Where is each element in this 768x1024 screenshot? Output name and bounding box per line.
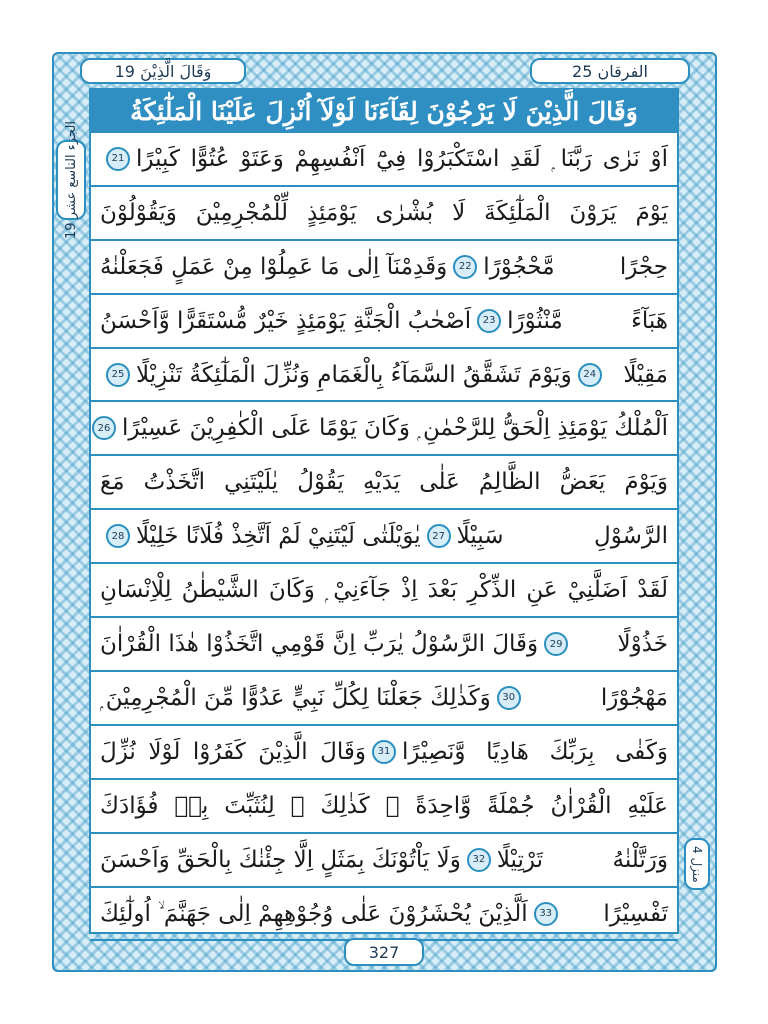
ayah-number-marker: 28 <box>106 524 130 548</box>
verse-text: يٰوَيْلَتٰى لَيْتَنِيْ لَمْ اَتَّخِذْ فُلَانًا خَلِيْلًا <box>136 523 421 550</box>
ayah-number-marker: 21 <box>106 147 130 171</box>
verse-text: خَذُوْلًا <box>617 631 668 658</box>
ayah-number-marker: 31 <box>372 740 396 764</box>
ayah-number-marker: 30 <box>497 686 521 710</box>
ayah-number-marker: 26 <box>92 416 116 440</box>
ayah-number-marker: 32 <box>467 848 491 872</box>
verse-line <box>90 888 678 942</box>
verse-line <box>90 618 678 672</box>
verse-text: وَرَتَّلْنٰهُ تَرْتِيْلًا <box>496 846 668 873</box>
verse-text: اَصْحٰبُ الْجَنَّةِ يَوْمَئِذٍ خَيْرٌ مُّسْتَقَرًّا وَّاَحْسَنُ <box>100 307 472 334</box>
verse-text: وَقَالَ الَّذِيْنَ كَفَرُوْا لَوْلَا نُزِّلَ <box>100 738 366 765</box>
verse-text: وَقَدِمْنَآ اِلٰى مَا عَمِلُوْا مِنْ عَمَلٍ فَجَعَلْنٰهُ <box>100 253 448 280</box>
verse-text: وَيَوْمَ يَعَضُّ الظَّالِمُ عَلٰى يَدَيْهِ يَقُوْلُ يٰلَيْتَنِي اتَّخَذْتُ مَعَ <box>100 469 668 496</box>
juz-side-text: الجزء التاسع عشر 19 <box>63 121 79 239</box>
ayah-number-marker: 23 <box>477 309 501 333</box>
verse-line <box>90 456 678 510</box>
juz-header <box>80 58 246 84</box>
manzil-side-label <box>684 838 710 890</box>
ayah-number-marker: 27 <box>427 524 451 548</box>
juz-side-label <box>56 121 86 239</box>
verse-line <box>90 672 678 726</box>
verse-text: الرَّسُوْلِ سَبِيْلًا <box>456 523 668 550</box>
verse-text: وَكَذٰلِكَ جَعَلْنَا لِكُلِّ نَبِيٍّ عَدُوًّا مِّنَ الْمُجْرِمِيْنَ ۭ <box>100 684 491 711</box>
highlighted-first-line <box>90 89 678 133</box>
verse-line <box>90 241 678 295</box>
verse-text: عَلَيْهِ الْقُرْاٰنُ جُمْلَةً وَّاحِدَةً ۚ كَذٰلِكَ ۚ لِنُثَبِّتَ بِهٖ فُؤَادَكَ <box>100 792 668 819</box>
verse-text: لَقَدْ اَضَلَّنِيْ عَنِ الذِّكْرِ بَعْدَ اِذْ جَآءَنِيْ ۭ وَكَانَ الشَّيْطٰنُ لِلْاِنْسَانِ <box>100 577 668 604</box>
ayah-number-marker: 22 <box>453 255 477 279</box>
verse-text: حِجْرًا مَّحْجُوْرًا <box>483 253 668 280</box>
verse-text: وَيَوْمَ تَشَقَّقُ السَّمَآءُ بِالْغَمَامِ وَنُزِّلَ الْمَلٰٓئِكَةُ تَنْزِيْلًا <box>136 361 572 388</box>
verse-line <box>90 403 678 457</box>
verse-line <box>90 295 678 349</box>
verse-line <box>90 834 678 888</box>
verse-text: اَلْمُلْكُ يَوْمَئِذِ اِلْحَقُّ لِلرَّحْمٰنِ ۭ وَكَانَ يَوْمًا عَلَى الْكٰفِرِيْنَ عَسِيْرًا <box>122 415 668 442</box>
verse-text: اَلَّذِيْنَ يُحْشَرُوْنَ عَلٰى وُجُوْهِهِمْ اِلٰى جَهَنَّمَ ۙ اُولٰٓئِكَ <box>100 900 528 927</box>
page-number-box <box>344 938 424 966</box>
verse-text: مَهْجُوْرًا <box>600 684 668 711</box>
verse-line <box>90 349 678 403</box>
verse-text: هَبَآءً مَّنْثُوْرًا <box>507 307 668 334</box>
page-number: 327 <box>368 942 400 962</box>
verse-text: تَفْسِيْرًا <box>603 900 668 927</box>
verse-line <box>90 564 678 618</box>
ayah-number-marker: 24 <box>578 363 602 387</box>
verse-text: وَكَفٰى بِرَبِّكَ هَادِيًا وَّنَصِيْرًا <box>402 738 668 765</box>
surah-name-label: الفرقان 25 <box>572 61 648 81</box>
verse-text: وَلَا يَاْتُوْنَكَ بِمَثَلٍ اِلَّا جِئْنٰكَ بِالْحَقِّ وَاَحْسَنَ <box>100 846 461 873</box>
verse-text: وَقَالَ الرَّسُوْلُ يٰرَبِّ اِنَّ قَوْمِي اتَّخَذُوْا هٰذَا الْقُرْاٰنَ <box>100 631 539 658</box>
verse-line <box>90 780 678 834</box>
ayah-number-marker: 25 <box>106 363 130 387</box>
manzil-side-text: منزل 4 <box>690 845 704 883</box>
ayah-number-marker: 33 <box>534 902 558 926</box>
surah-header <box>530 58 690 84</box>
first-line-text: وَقَالَ الَّذِيْنَ لَا يَرْجُوْنَ لِقَآءَنَا لَوْلَآ اُنْزِلَ عَلَيْنَا الْمَلٰٓئِكَةُ <box>130 96 638 126</box>
ayah-number-marker: 29 <box>544 632 568 656</box>
verse-text: اَوْ نَرٰى رَبَّنَا ۭ لَقَدِ اسْتَكْبَرُوْا فِيْٓ اَنْفُسِهِمْ وَعَتَوْ عُتُوًّا كَبِيْرًا <box>136 145 668 172</box>
verse-text: مَقِيْلًا <box>623 361 668 388</box>
verse-line <box>90 133 678 187</box>
verse-text: يَوْمَ يَرَوْنَ الْمَلٰٓئِكَةَ لَا بُشْرٰى يَوْمَئِذٍ لِّلْمُجْرِمِيْنَ وَيَقُوْلُوْنَ <box>100 199 668 226</box>
juz-name-label: وَقَالَ الَّذِيْنَ 19 <box>114 61 212 81</box>
verse-line <box>90 510 678 564</box>
verse-line <box>90 726 678 780</box>
verse-line <box>90 187 678 241</box>
